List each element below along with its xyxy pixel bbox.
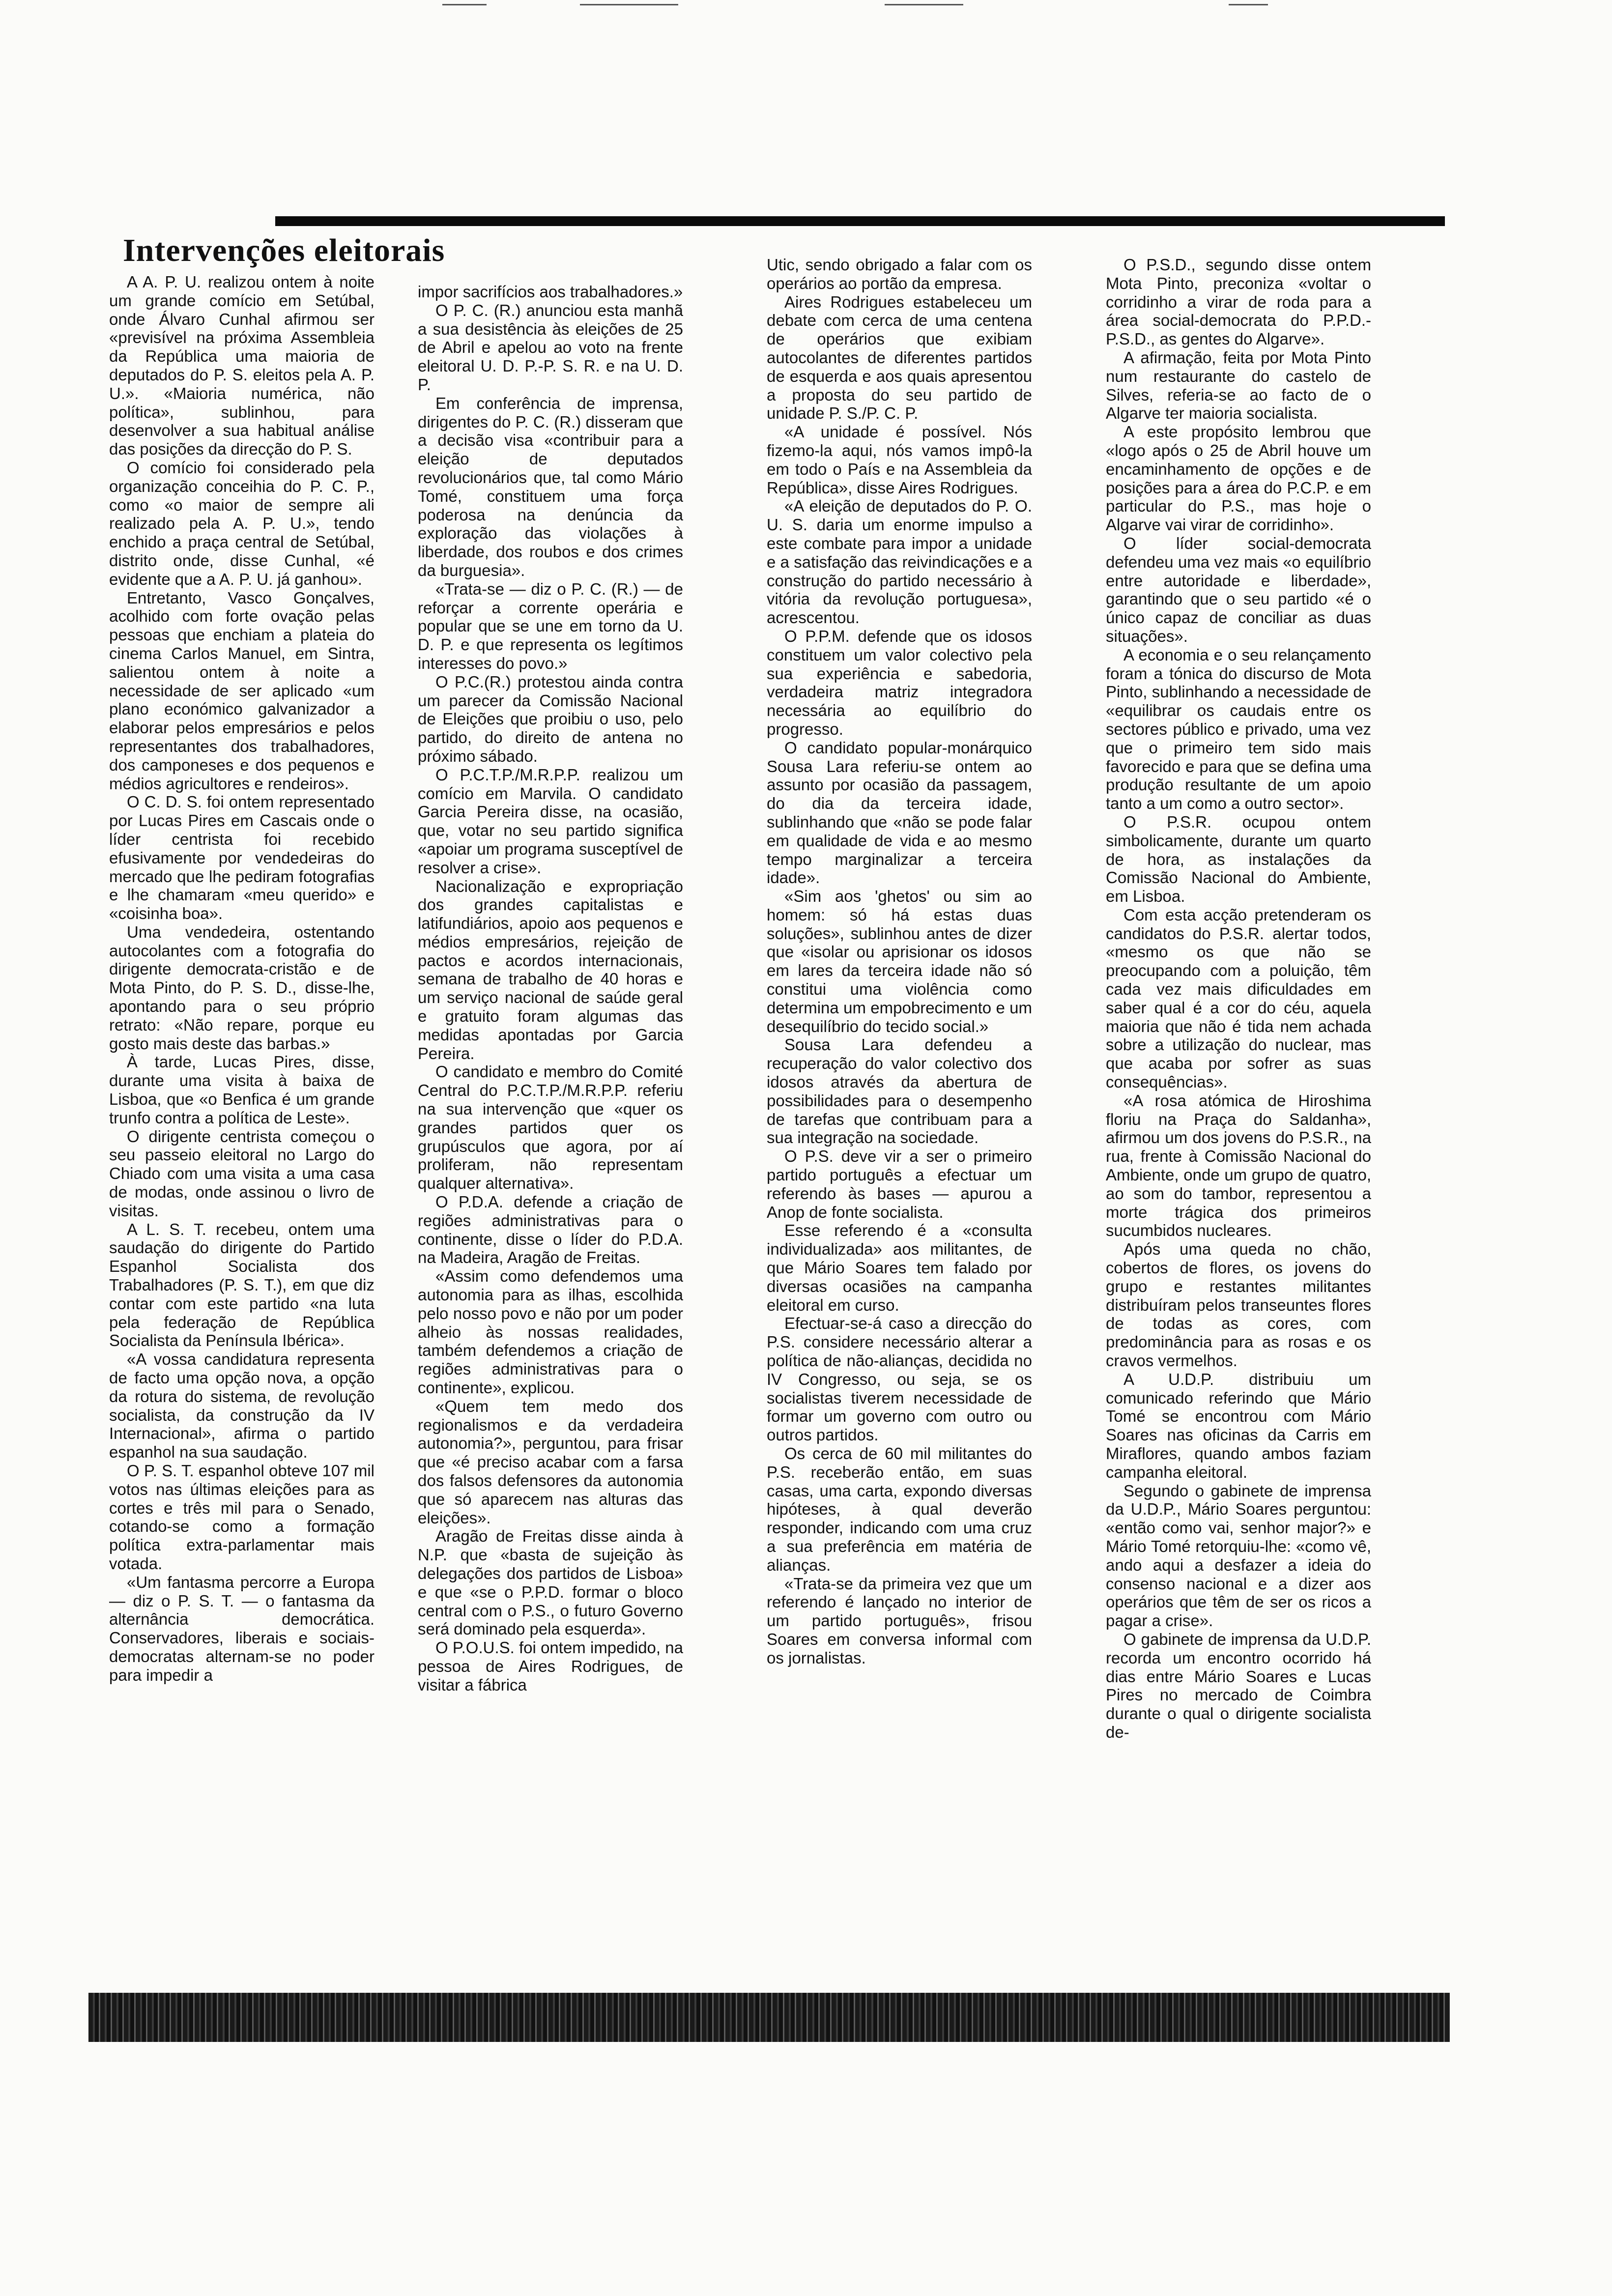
paragraph: «A eleição de deputados do P. O. U. S. daria um enorme impulso a este combate para impor a unidade e a satisfação das reivindicações e a construção do partido necessário à vitória da revolução portuguesa», acrescentou. (767, 497, 1032, 627)
paragraph: O candidato popular-monárquico Sousa Lara referiu-se ontem ao assunto por ocasião da passagem, do dia da terceira idade, sublinhando que «não se pode falar em qualidade de vida e ao mesmo tempo marginalizar a terceira idade». (767, 738, 1032, 887)
paragraph: «Assim como defendemos uma autonomia para as ilhas, escolhida pelo nosso povo e não por um poder alheio às nossas realidades, também defendemos a criação de regiões administrativas para o continente», explicou. (418, 1267, 683, 1397)
paragraph: O P. C. (R.) anunciou esta manhã a sua desistência às eleições de 25 de Abril e apelou ao voto na frente eleitoral U. D. P.-P. S. R. e na U. D. P. (418, 301, 683, 394)
paragraph: O P.S.R. ocupou ontem simbolicamente, durante um quarto de hora, as instalações da Comissão Nacional do Ambiente, em Lisboa. (1106, 812, 1371, 906)
paragraph: Sousa Lara defendeu a recuperação do valor colectivo dos idosos através da abertura de possibilidades para o desempenho de tarefas que contribuam para a sua integração na sociedade. (767, 1035, 1032, 1147)
paragraph: O P.S.D., segundo disse ontem Mota Pinto, preconiza «voltar o corridinho a virar de roda para a área social-democrata do P.P.D.-P.S.D., as gentes do Algarve». (1106, 256, 1371, 348)
paragraph: O C. D. S. foi ontem representado por Lucas Pires em Cascais onde o líder centrista foi recebido efusivamente por vendedeiras do mercado que lhe pediram fotografias e lhe chamaram «meu querido» e «coisinha boa». (109, 793, 374, 923)
paragraph: Utic, sendo obrigado a falar com os operários ao portão da empresa. (767, 256, 1032, 292)
paragraph: Esse referendo é a «consulta individualizada» aos militantes, de que Mário Soares tem falado por diversas ocasiões na campanha eleitoral em curso. (767, 1221, 1032, 1314)
paragraph: «A vossa candidatura representa de facto uma opção nova, a opção da rotura do sistema, de revolução socialista, da construção da IV Internacional», afirma o partido espanhol na sua saudação. (109, 1350, 374, 1462)
paragraph: O P.O.U.S. foi ontem impedido, na pessoa de Aires Rodrigues, de visitar a fábrica (418, 1638, 683, 1694)
paragraph: Segundo o gabinete de imprensa da U.D.P., Mário Soares perguntou: «então como vai, senhor major?» e Mário Tomé retorquiu-lhe: «como vê, ando aqui a desfazer a ideia do consenso nacional e a dizer aos operários que têm de ser os ricos a pagar a crise». (1106, 1481, 1371, 1630)
paragraph: O P.D.A. defende a criação de regiões administrativas para o continente, disse o líder do P.D.A. na Madeira, Aragão de Freitas. (418, 1193, 683, 1267)
paragraph: Efectuar-se-á caso a direcção do P.S. considere necessário alterar a política de não-alianças, decidida no IV Congresso, ou seja, se os socialistas tiverem necessidade de formar um governo com outro ou outros partidos. (767, 1314, 1032, 1444)
scan-artifact (442, 4, 487, 5)
paragraph: Nacionalização e expropriação dos grandes capitalistas e latifundiários, apoio aos pequenos e médios empresários, rejeição de pactos e acordos internacionais, semana de trabalho de 40 horas e um serviço nacional de saúde geral e gratuito foram algumas das medidas apontadas por Garcia Pereira. (418, 877, 683, 1062)
article-column-1 (109, 273, 374, 1993)
paragraph: O comício foi considerado pela organização conceihia do P. C. P., como «o maior de sempre ali realizado pela A. P. U.», tendo enchido a praça central de Setúbal, distrito onde, disse Cunhal, «é evidente que a A. P. U. já ganhou». (109, 458, 374, 588)
paragraph: Após uma queda no chão, cobertos de flores, os jovens do grupo e restantes militantes distribuíram pelos transeuntes flores de todas as cores, com predominância para as rosas e os cravos vermelhos. (1106, 1240, 1371, 1370)
paragraph: A U.D.P. distribuiu um comunicado referindo que Mário Tomé se encontrou com Mário Soares nas oficinas da Carris em Miraflores, quando ambos faziam campanha eleitoral. (1106, 1370, 1371, 1481)
paragraph: Em conferência de imprensa, dirigentes do P. C. (R.) disseram que a decisão visa «contribuir para a eleição de deputados revolucionários que, tal como Mário Tomé, constituem uma força poderosa na denúncia da exploração das violações à liberdade, dos roubos e dos crimes da burguesia». (418, 394, 683, 579)
paragraph: «A rosa atómica de Hiroshima floriu na Praça do Saldanha», afirmou um dos jovens do P.S.R., na rua, frente à Comissão Nacional do Ambiente, onde um grupo de quatro, ao som do tambor, representou a morte trágica dos primeiros sucumbidos nucleares. (1106, 1091, 1371, 1240)
paragraph: Os cerca de 60 mil militantes do P.S. receberão então, em suas casas, uma carta, expondo diversas hipóteses, à qual deverão responder, indicando com uma cruz a sua preferência em matéria de alianças. (767, 1444, 1032, 1574)
paragraph: Com esta acção pretenderam os candidatos do P.S.R. alertar todos, «mesmo os que não se preocupando com a poluição, têm cada vez mais dificuldades em saber qual é a cor do céu, aquela maioria que não é tida nem achada sobre a utilização do nuclear, mas que acaba por sofrer as suas consequências». (1106, 905, 1371, 1091)
paragraph: «Trata-se da primeira vez que um referendo é lançado no interior de um partido português», frisou Soares em conversa informal com os jornalistas. (767, 1574, 1032, 1667)
paragraph: Aires Rodrigues estabeleceu um debate com cerca de uma centena de operários que exibiam autocolantes de diferentes partidos de esquerda e aos quais apresentou a proposta do seu partido de unidade P. S./P. C. P. (767, 292, 1032, 423)
paragraph: O P.C.(R.) protestou ainda contra um parecer da Comissão Nacional de Eleições que proibiu o uso, pelo partido, do direito de antena no próximo sábado. (418, 672, 683, 765)
paragraph: O P.S. deve vir a ser o primeiro partido português a efectuar um referendo às bases — apurou a Anop de fonte socialista. (767, 1147, 1032, 1221)
article-column-2 (418, 283, 683, 1993)
article-column-3 (767, 256, 1032, 1995)
scan-artifact (885, 4, 963, 5)
paragraph: «Quem tem medo dos regionalismos e da verdadeira autonomia?», perguntou, para frisar que «é preciso acabar com a farsa dos falsos defensores da autonomia que só aparecem nas alturas das eleições». (418, 1397, 683, 1527)
header-rule (275, 216, 1445, 226)
paragraph: «Trata-se — diz o P. C. (R.) — de reforçar a corrente operária e popular que se une em torno da U. D. P. e que representa os legítimos interesses do povo.» (418, 579, 683, 672)
paragraph: À tarde, Lucas Pires, disse, durante uma visita à baixa de Lisboa, que «o Benfica é um grande trunfo contra a política de Leste». (109, 1053, 374, 1127)
paragraph: Entretanto, Vasco Gonçalves, acolhido com forte ovação pelas pessoas que enchiam a plateia do cinema Carlos Manuel, em Sintra, salientou ontem à noite a necessidade de ser aplicado «um plano económico galvanizador a elaborar pelos empresários e pelos representantes dos trabalhadores, dos camponeses e dos pequenos e médios agricultores e rendeiros». (109, 588, 374, 793)
scan-artifact (1229, 4, 1268, 5)
scan-bottom-band (88, 1993, 1450, 2042)
paragraph: O dirigente centrista começou o seu passeio eleitoral no Largo do Chiado com uma visita a uma casa de modas, onde assinou o livro de visitas. (109, 1127, 374, 1220)
paragraph: A este propósito lembrou que «logo após o 25 de Abril houve um encaminhamento de opções e de posições para a área do P.C.P. e em particular do P.S., mas hoje o Algarve vai virar de corridinho». (1106, 423, 1371, 534)
article-column-4 (1106, 256, 1371, 1995)
scan-artifact (580, 4, 678, 5)
paragraph: O P. S. T. espanhol obteve 107 mil votos nas últimas eleições para as cortes e três mil para o Senado, cotando-se como a formação política extra-parlamentar mais votada. (109, 1462, 374, 1573)
paragraph: Aragão de Freitas disse ainda à N.P. que «basta de sujeição às delegações dos partidos de Lisboa» e que «se o P.P.D. formar o bloco central com o P.S., o futuro Governo será dominado pela esquerda». (418, 1527, 683, 1638)
paragraph: Uma vendedeira, ostentando autocolantes com a fotografia do dirigente democrata-cristão e de Mota Pinto, do P. S. D., disse-lhe, apontando para o seu próprio retrato: «Não repare, porque eu gosto mais deste das barbas.» (109, 922, 374, 1053)
paragraph: «Um fantasma percorre a Europa — diz o P. S. T. — o fantasma da alternância democrática. Conservadores, liberais e sociais-democratas alternam-se no poder para impedir a (109, 1573, 374, 1684)
paragraph: «Sim aos 'ghetos' ou sim ao homem: só há estas duas soluções», sublinhou antes de dizer que «isolar ou aprisionar os idosos em lares da terceira idade não só constitui uma violência como determina um empobrecimento e um desequilíbrio do tecido social.» (767, 887, 1032, 1035)
paragraph: O P.P.M. defende que os idosos constituem um valor colectivo pela sua experiência e sabedoria, verdadeira matriz integradora necessária ao equilíbrio do progresso. (767, 627, 1032, 738)
paragraph: O P.C.T.P./M.R.P.P. realizou um comício em Marvila. O candidato Garcia Pereira disse, na ocasião, que, votar no seu partido significa «apoiar um programa susceptível de resolver a crise». (418, 765, 683, 877)
paragraph: A A. P. U. realizou ontem à noite um grande comício em Setúbal, onde Álvaro Cunhal afirmou ser «previsível na próxima Assembleia da República uma maioria de deputados do P. S. eleitos pela A. P. U.». «Maioria numérica, não política», sublinhou, para desenvolver a sua habitual análise das posições da direcção do P. S. (109, 273, 374, 459)
paragraph: O líder social-democrata defendeu uma vez mais «o equilíbrio entre autoridade e liberdade», garantindo que o seu partido «é o único capaz de conciliar as duas situações». (1106, 534, 1371, 645)
paragraph: A economia e o seu relançamento foram a tónica do discurso de Mota Pinto, sublinhando a necessidade de «equilibrar os caudais entre os sectores público e privado, uma vez que o primeiro tem sido mais favorecido e para que se defina uma produção resultante de um apoio tanto a um como a outro sector». (1106, 645, 1371, 813)
paragraph: O candidato e membro do Comité Central do P.C.T.P./M.R.P.P. referiu na sua intervenção que «quer os grandes partidos quer os grupúsculos que agora, por aí proliferam, não representam qualquer alternativa». (418, 1062, 683, 1193)
paragraph: O gabinete de imprensa da U.D.P. recorda um encontro ocorrido há dias entre Mário Soares e Lucas Pires no mercado de Coimbra durante o qual o dirigente socialista de- (1106, 1630, 1371, 1741)
paragraph: A L. S. T. recebeu, ontem uma saudação do dirigente do Partido Espanhol Socialista dos Trabalhadores (P. S. T.), em que diz contar com este partido «na luta pela federação de República Socialista da Península Ibérica». (109, 1220, 374, 1350)
paragraph: A afirmação, feita por Mota Pinto num restaurante do castelo de Silves, referia-se ao facto de o Algarve ter maioria socialista. (1106, 348, 1371, 423)
paragraph: impor sacrifícios aos trabalhadores.» (418, 283, 683, 301)
article-title: Intervenções eleitorais (123, 232, 445, 268)
paragraph: «A unidade é possível. Nós fizemo-la aqui, nós vamos impô-la em todo o País e na Assembleia da República», disse Aires Rodrigues. (767, 423, 1032, 497)
